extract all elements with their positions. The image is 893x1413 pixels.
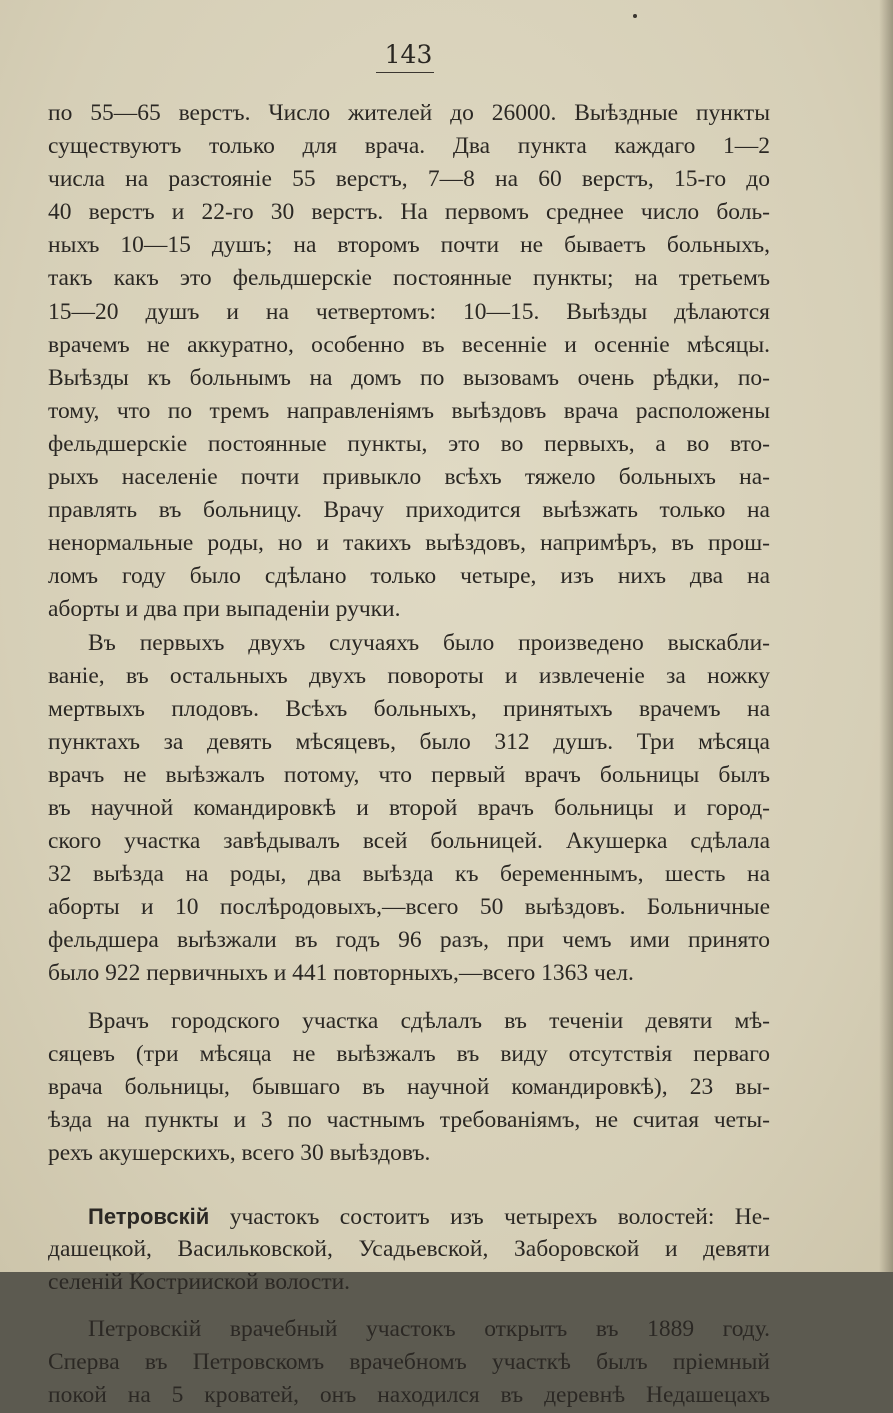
text-line: ломъ году было сдѣлано только четыре, изъ нихъ два на [48, 563, 770, 590]
text-line: въ научной командировкѣ и второй врачъ больницы и город- [48, 794, 770, 821]
text-line: врачемъ не аккуратно, особенно въ весенніе и осенніе мѣсяцы. [48, 331, 770, 358]
text-line: тому, что по тремъ направленіямъ выѣздовъ врача расположены [48, 397, 770, 424]
page-edge-shadow [879, 0, 893, 1272]
body-text [48, 97, 770, 1413]
text-line: Врачъ городского участка сдѣлалъ въ теченіи девяти мѣ- [88, 1007, 770, 1034]
text-line: рехъ акушерскихъ, всего 30 выѣздовъ. [48, 1139, 431, 1166]
text-line: Петровскій врачебный участокъ открытъ въ 1889 году. [88, 1316, 770, 1343]
text-line: аборты и 10 послѣродовыхъ,—всего 50 выѣздовъ. Больничные [48, 894, 770, 921]
text-line: фельдшера выѣзжали въ годъ 96 разъ, при чемъ ими принято [48, 927, 770, 954]
text-line: ского участка завѣдывалъ всей больницей. Акушерка сдѣлала [48, 828, 770, 855]
text-line: 32 выѣзда на роды, два выѣзда къ беременнымъ, шесть на [48, 861, 770, 888]
text-line: мертвыхъ плодовъ. Всѣхъ больныхъ, принятыхъ врачемъ на [48, 695, 770, 722]
paragraph-4 [48, 1200, 770, 1299]
text-line: пунктахъ за девять мѣсяцевъ, было 312 душъ. Три мѣсяца [48, 728, 770, 755]
text-line: рыхъ населеніе почти привыкло всѣхъ тяжело больныхъ на- [48, 464, 770, 491]
text-line: аборты и два при выпаденіи ручки. [48, 596, 401, 623]
text-line: врачъ не выѣзжалъ потому, что первый врачъ больницы былъ [48, 761, 770, 788]
text-line: ненормальные роды, но и такихъ выѣздовъ, напримѣръ, въ прош- [48, 530, 770, 557]
text-line: ныхъ 10—15 душъ; на второмъ почти не бываетъ больныхъ, [48, 232, 770, 259]
text-fragment: участокъ состоитъ изъ четырехъ волостей: Не- [229, 1204, 770, 1230]
print-speck [633, 14, 637, 18]
text-line [48, 1200, 770, 1233]
page-number: 143 [384, 40, 433, 69]
text-line: было 922 первичныхъ и 441 повторныхъ,—всего 1363 чел. [48, 960, 634, 987]
text-line: ваніе, въ остальныхъ двухъ повороты и извлеченіе за ножку [48, 662, 770, 689]
page-number-rule [376, 72, 434, 73]
text-line: правлять въ больницу. Врачу приходится выѣзжать только на [48, 497, 770, 524]
text-line: Выѣзды къ больнымъ на домъ по вызовамъ очень рѣдки, по- [48, 364, 770, 391]
text-line: числа на разстояніе 55 верстъ, 7—8 на 60 верстъ, 15-го до [48, 166, 770, 193]
text-line: дашецкой, Васильковской, Усадьевской, Заборовской и девяти [48, 1236, 770, 1263]
district-name: Петровскій [88, 1204, 210, 1229]
text-line: такъ какъ это фельдшерскіе постоянные пункты; на третьемъ [48, 265, 770, 292]
text-line: по 55—65 верстъ. Число жителей до 26000. Выѣздные пункты [48, 100, 770, 126]
text-line: фельдшерскіе постоянные пункты, это во первыхъ, а во вто- [48, 430, 770, 457]
text-line: 40 верстъ и 22-го 30 верстъ. На первомъ среднее число боль- [48, 199, 770, 226]
text-line: 15—20 душъ и на четвертомъ: 10—15. Выѣзды дѣлаются [48, 298, 770, 325]
text-line: Сперва въ Петровскомъ врачебномъ участкѣ былъ пріемный [48, 1349, 770, 1376]
paragraph-1 [48, 97, 770, 627]
text-line: Въ первыхъ двухъ случаяхъ было произведено выскабли- [88, 629, 770, 656]
text-line: покой на 5 кроватей, онъ находился въ деревнѣ Недашецахъ [48, 1382, 770, 1409]
text-line: сяцевъ (три мѣсяца не выѣзжалъ въ виду отсутствія перваго [48, 1040, 770, 1067]
paragraph-5 [48, 1313, 770, 1412]
text-line: селеній Кострииской волости. [48, 1269, 351, 1296]
text-line: врача больницы, бывшаго въ научной командировкѣ), 23 вы- [48, 1073, 770, 1100]
text-line: ѣзда на пункты и 3 по частнымъ требованіямъ, не считая четы- [48, 1106, 770, 1133]
text-line: существуютъ только для врача. Два пункта каждаго 1—2 [48, 133, 770, 160]
paragraph-2 [48, 627, 770, 991]
paragraph-3 [48, 1005, 770, 1170]
